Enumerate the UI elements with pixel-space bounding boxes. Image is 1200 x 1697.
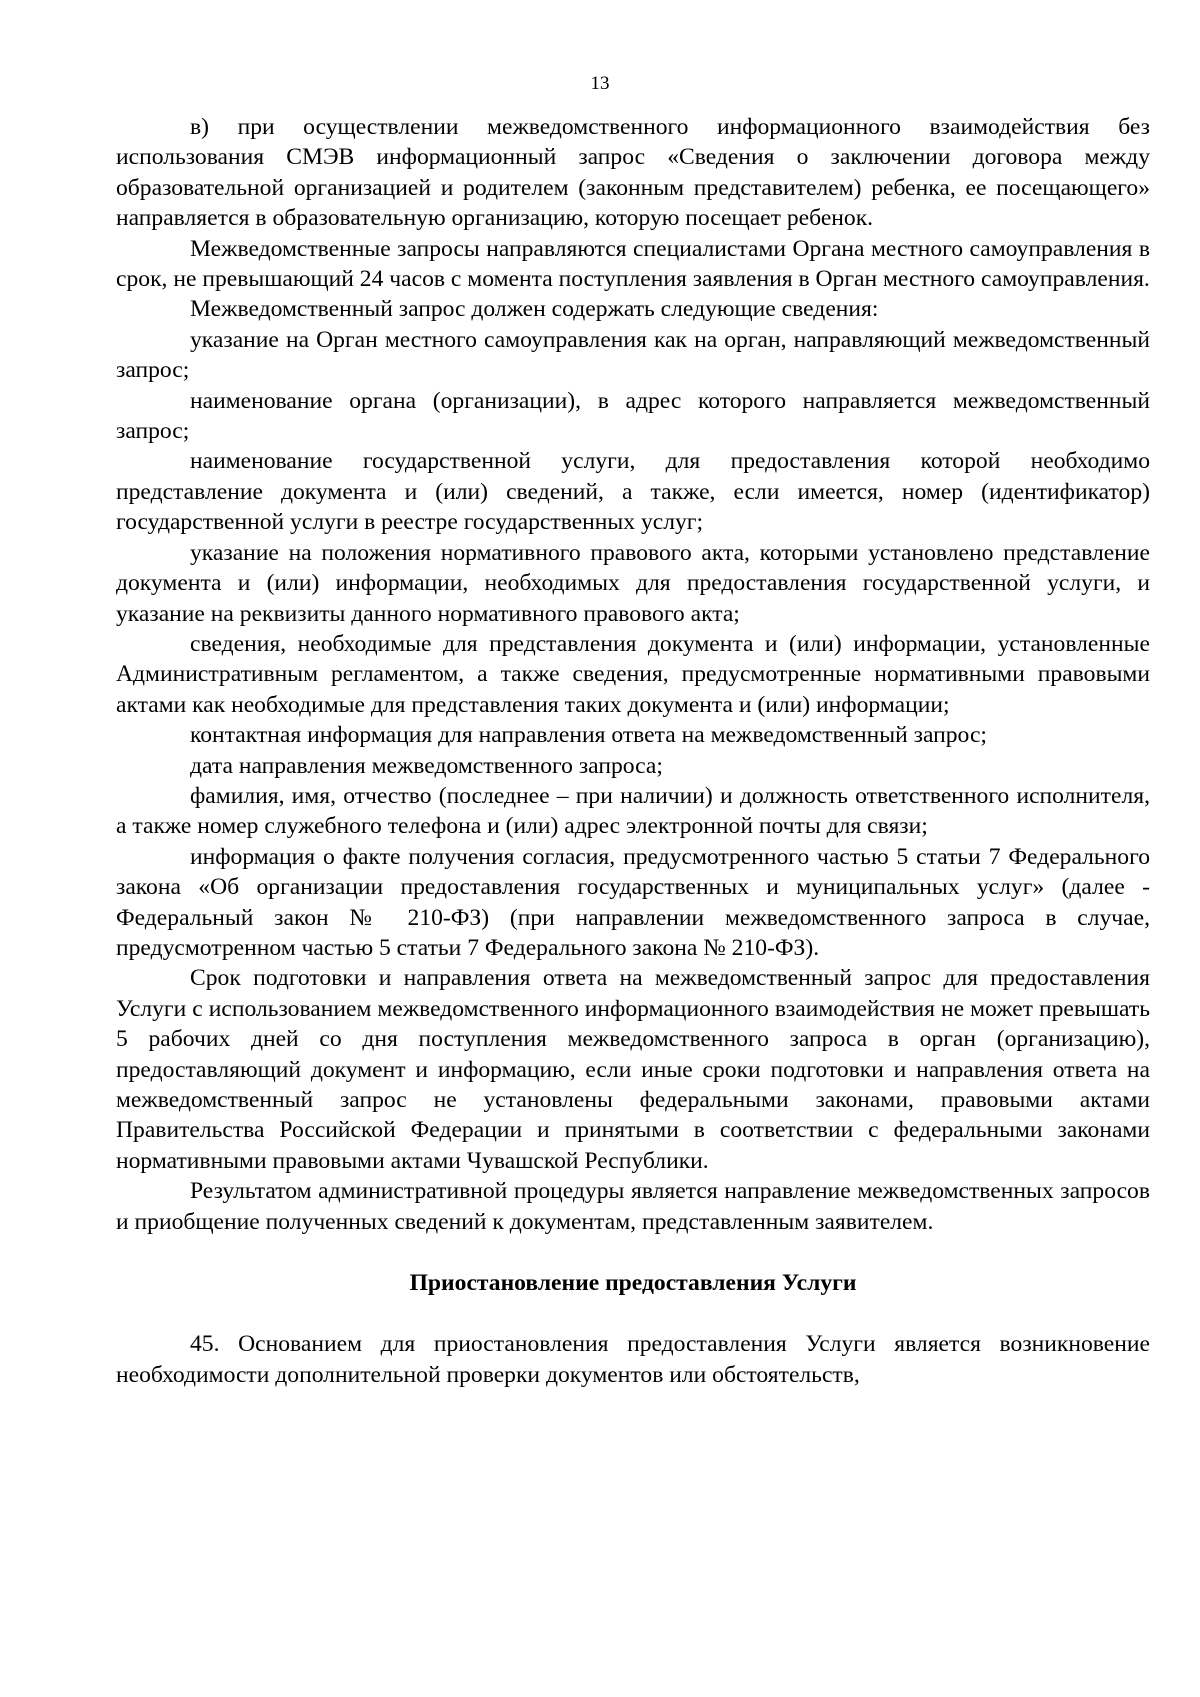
paragraph: Межведомственные запросы направляются специалистами Органа местного самоуправления в срок, не превышающий 24 часов с момента поступления заявления в Орган местного самоуправления.	[116, 235, 1150, 293]
paragraph: указание на Орган местного самоуправления как на орган, направляющий межведомственный запрос;	[116, 326, 1150, 384]
paragraph: наименование органа (организации), в адрес которого направляется межведомственный запрос;	[116, 387, 1150, 445]
paragraph: Результатом административной процедуры является направление межведомственных запросов и приобщение полученных сведений к документам, представленным заявителем.	[116, 1178, 1150, 1235]
paragraph: фамилия, имя, отчество (последнее – при наличии) и должность ответственного исполнителя, а также номер служебного телефона и (или) адрес электронной почты для связи;	[116, 782, 1150, 840]
page-number: 13	[590, 73, 610, 94]
paragraph: дата направления межведомственного запроса;	[190, 752, 663, 779]
paragraph: информация о факте получения согласия, предусмотренного частью 5 статьи 7 Федерального закона «Об организации предоставления государственных и муниципальных услуг» (далее - Федеральный закон № 210-ФЗ) (при направлении межведомственного запроса в случае, предусмотренном частью 5 статьи 7 Федерального закона № 210-ФЗ).	[116, 843, 1150, 961]
paragraph: Срок подготовки и направления ответа на межведомственный запрос для предоставления Услуги с использованием межведомственного информационного взаимодействия не может превышать 5 рабочих дней со дня поступления межведомственного запроса в орган (организацию), предоставляющий документ и информацию, если иные сроки подготовки и направления ответа на межведомственный запрос не установлены федеральными законами, правовыми актами Правительства Российской Федерации и принятыми в соответствии с федеральными законами нормативными правовыми актами Чувашской Республики.	[116, 965, 1150, 1174]
document-body	[116, 112, 1150, 1390]
paragraph: Межведомственный запрос должен содержать следующие сведения:	[190, 296, 879, 323]
paragraph: контактная информация для направления ответа на межведомственный запрос;	[190, 722, 987, 749]
paragraph: 45. Основанием для приостановления предоставления Услуги является возникновение необходимости дополнительной проверки документов или обстоятельств,	[116, 1331, 1150, 1388]
paragraph: в) при осуществлении межведомственного информационного взаимодействия без использования СМЭВ информационный запрос «Сведения о заключении договора между образовательной организацией и родителем (законным представителем) ребенка, ее посещающего» направляется в образовательную организацию, которую посещает ребенок.	[116, 114, 1150, 232]
paragraph: сведения, необходимые для представления документа и (или) информации, установленные Административным регламентом, а также сведения, предусмотренные нормативными правовыми актами как необходимые для представления таких документа и (или) информации;	[116, 630, 1150, 718]
section-heading: Приостановление предоставления Услуги	[409, 1270, 857, 1297]
paragraph: наименование государственной услуги, для предоставления которой необходимо представление документа и (или) сведений, а также, если имеется, номер (идентификатор) государственной услуги в реестре государственных услуг;	[116, 448, 1150, 536]
paragraph: указание на положения нормативного правового акта, которыми установлено представление документа и (или) информации, необходимых для предоставления государственной услуги, и указание на реквизиты данного нормативного правового акта;	[116, 539, 1150, 627]
